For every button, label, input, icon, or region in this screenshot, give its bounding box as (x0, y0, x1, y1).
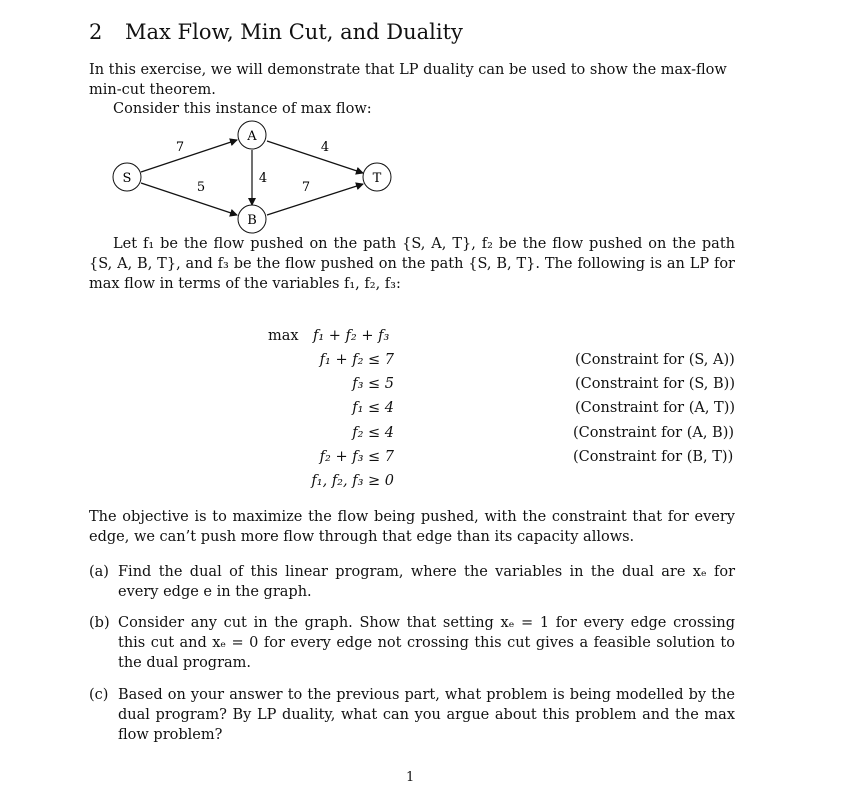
capacity-S-B: 5 (196, 180, 206, 195)
flow-network-diagram (100, 115, 410, 237)
question-label: (b) (89, 615, 110, 631)
lp-note-4: (Constraint for (A, B)) (573, 425, 735, 441)
capacity-B-T: 7 (301, 180, 311, 195)
question-text: Based on your answer to the previous part, what problem is being modelled by the dual program? By LP duality, what can you argue about this problem and the max flow problem? (118, 687, 735, 743)
edge-S-B (141, 183, 237, 215)
lp-intro-paragraph: Let f₁ be the flow pushed on the path {S, A, T}, f₂ be the flow pushed on the path {S, A, B, T}, and f₃ be the flow pushed on the path {S, B, T}. The following is an LP for max flow in terms of the variables f₁, f₂, f₃: (89, 236, 735, 292)
lp-constraint-5: f₂ + f₃ ≤ 7 (319, 449, 394, 465)
capacity-A-T: 4 (320, 140, 330, 155)
node-label-S: S (122, 171, 132, 186)
lp-objective: f₁ + f₂ + f₃ (313, 328, 390, 344)
question-label: (a) (89, 564, 109, 580)
question-a (89, 562, 735, 602)
question-c (89, 685, 735, 745)
lp-note-2: (Constraint for (S, B)) (575, 376, 735, 392)
question-label: (c) (89, 687, 109, 703)
lp-constraint-3: f₁ ≤ 4 (352, 400, 394, 416)
lp-nonnegativity: f₁, f₂, f₃ ≥ 0 (311, 473, 394, 489)
capacity-S-A: 7 (175, 140, 185, 155)
question-b (89, 613, 735, 673)
intro-paragraph: In this exercise, we will demonstrate that LP duality can be used to show the max-flow min-cut theorem. (89, 62, 727, 98)
node-label-A: A (247, 129, 257, 144)
edge-A-T (267, 141, 363, 173)
lp-constraint-4: f₂ ≤ 4 (352, 425, 394, 441)
lp-objective-label: max (268, 328, 299, 344)
lp-constraint-1: f₁ + f₂ ≤ 7 (319, 352, 394, 368)
section-heading (89, 20, 463, 44)
lp-constraint-2: f₃ ≤ 5 (352, 376, 394, 392)
page-number: 1 (406, 770, 415, 785)
question-text: Find the dual of this linear program, where the variables in the dual are xₑ for every edge e in the graph. (118, 564, 735, 600)
node-label-T: T (372, 171, 382, 186)
objective-paragraph: The objective is to maximize the flow being pushed, with the constraint that for every edge, we can’t push more flow through that edge than its capacity allows. (89, 509, 735, 545)
question-text: Consider any cut in the graph. Show that setting xₑ = 1 for every edge crossing this cut and xₑ = 0 for every edge not crossing this cut gives a feasible solution to the dual program. (118, 615, 735, 671)
intro-consider: Consider this instance of max flow: (113, 101, 372, 117)
edge-B-T (267, 184, 363, 215)
section-title: Max Flow, Min Cut, and Duality (125, 20, 463, 44)
edge-S-A (141, 140, 237, 172)
lp-note-1: (Constraint for (S, A)) (575, 352, 735, 368)
node-label-B: B (247, 213, 257, 228)
lp-note-5: (Constraint for (B, T)) (573, 449, 734, 465)
capacity-A-B: 4 (258, 171, 268, 186)
section-number: 2 (89, 20, 103, 44)
lp-note-3: (Constraint for (A, T)) (575, 400, 736, 416)
